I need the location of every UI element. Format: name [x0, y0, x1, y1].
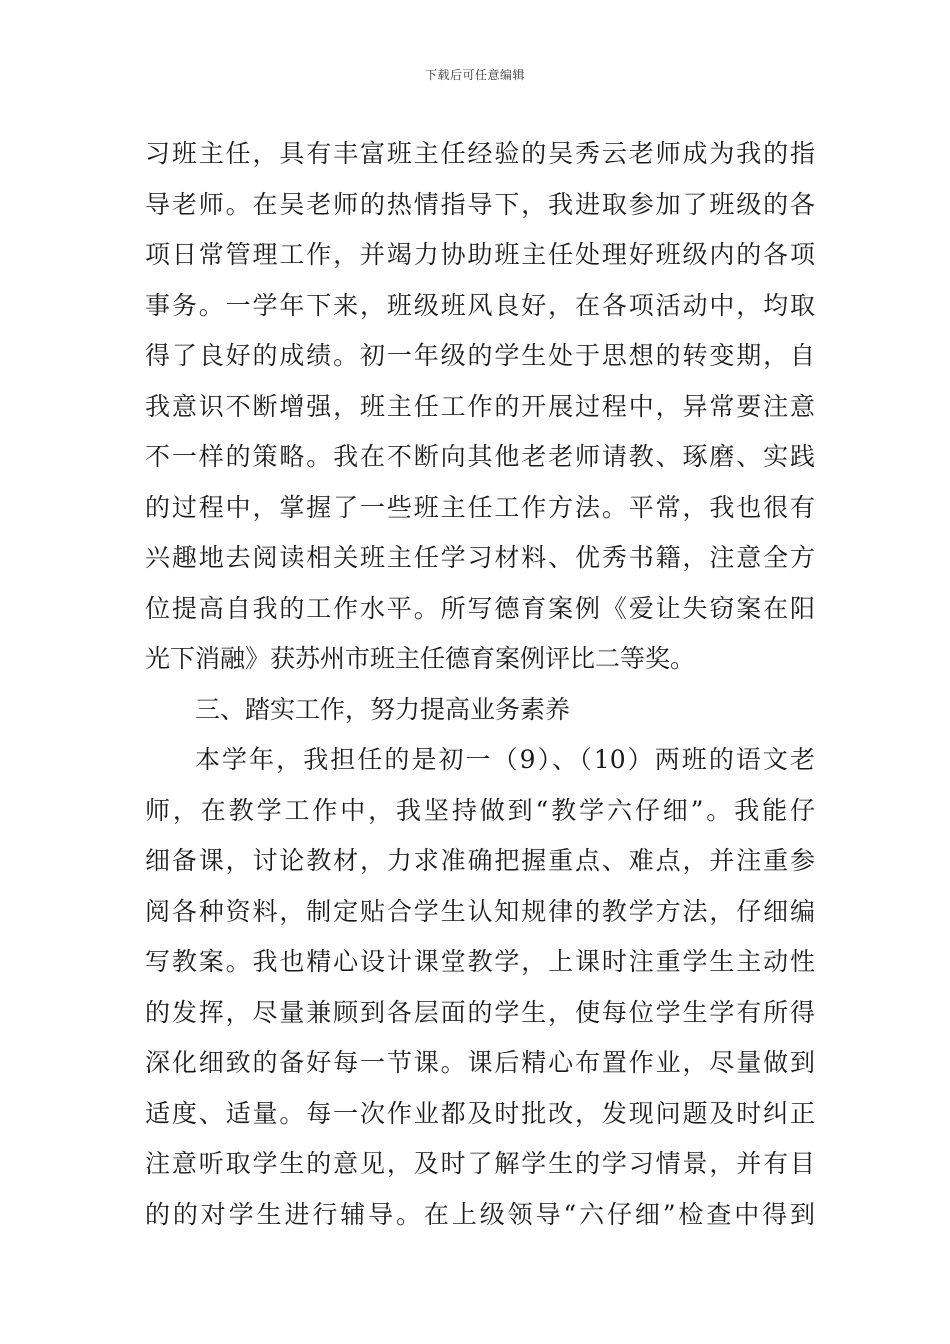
text-line: 的的对学生进行辅导。在上级领导“六仔细”检查中得到 [145, 1199, 815, 1229]
text-line: 细备课，讨论教材，力求准确把握重点、难点，并注重参 [145, 846, 815, 875]
text-line: 写教案。我也精心设计课堂教学，上课时注重学生主动性 [145, 947, 815, 976]
text-line: 阅各种资料，制定贴合学生认知规律的教学方法，仔细编 [145, 896, 815, 926]
document-body [145, 129, 815, 1240]
page-header: 下载后可任意编辑 [424, 68, 525, 82]
text-line: 位提高自我的工作水平。所写德育案例《爱让失窃案在阳 [145, 593, 815, 623]
text-line: 习班主任，具有丰富班主任经验的吴秀云老师成为我的指 [145, 139, 815, 168]
text-line: 的发挥，尽量兼顾到各层面的学生，使每位学生学有所得 [145, 997, 815, 1027]
text-line: 师，在教学工作中，我坚持做到“教学六仔细”。我能仔 [145, 795, 815, 825]
text-line: 得了良好的成绩。初一年级的学生处于思想的转变期，自 [145, 341, 815, 370]
text-line: 的过程中，掌握了一些班主任工作方法。平常，我也很有 [145, 492, 815, 522]
text-line: 适度、适量。每一次作业都及时批改，发现问题及时纠正 [145, 1098, 815, 1128]
section-heading: 三、踏实工作，努力提高业务素养 [195, 694, 571, 724]
text-line: 事务。一学年下来，班级班风良好，在各项活动中，均取 [145, 290, 815, 320]
paragraph-first-line: 本学年，我担任的是初一（9）、（10）两班的语文老 [195, 745, 815, 774]
text-line: 注意听取学生的意见，及时了解学生的学习情景，并有目 [145, 1149, 815, 1178]
text-line: 不一样的策略。我在不断向其他老老师请教、琢磨、实践 [145, 442, 815, 471]
text-line: 深化细致的备好每一节课。课后精心布置作业，尽量做到 [145, 1048, 815, 1077]
text-line: 我意识不断增强，班主任工作的开展过程中，异常要注意 [145, 391, 815, 421]
text-line: 光下消融》获苏州市班主任德育案例评比二等奖。 [145, 644, 696, 673]
text-line: 导老师。在吴老师的热情指导下，我进取参加了班级的各 [145, 189, 815, 219]
text-line: 项日常管理工作，并竭力协助班主任处理好班级内的各项 [145, 240, 815, 269]
text-line: 兴趣地去阅读相关班主任学习材料、优秀书籍，注意全方 [145, 543, 815, 572]
